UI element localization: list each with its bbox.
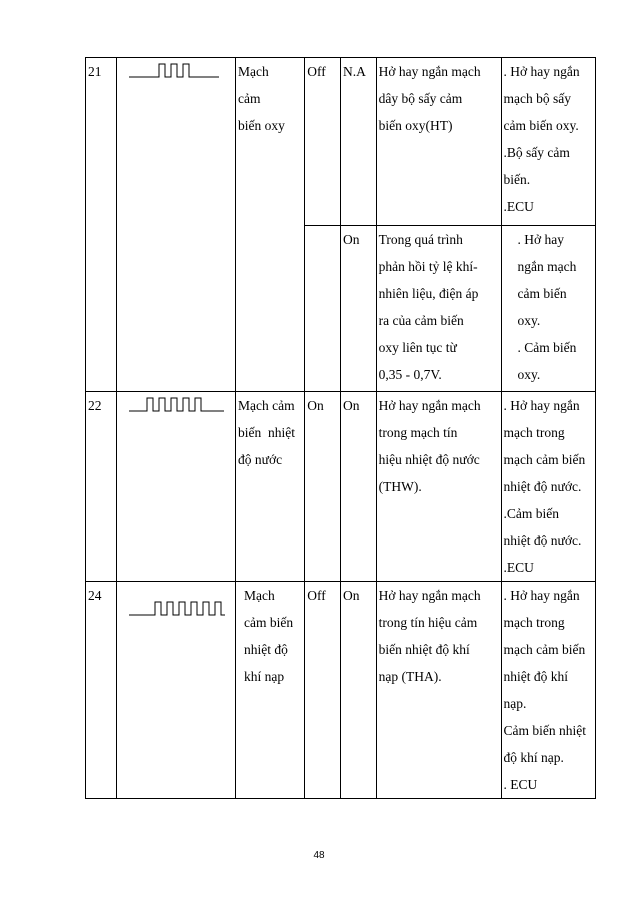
code-number: 21 xyxy=(86,58,117,392)
table-row xyxy=(86,58,596,226)
mode-status xyxy=(305,226,341,392)
table-row xyxy=(86,582,596,799)
detection-condition: Hở hay ngắn mạch trong mạch tín hiệu nhiệt độ nước (THW). xyxy=(376,392,501,582)
detection-condition: Trong quá trình phản hồi tỷ lệ khí- nhiên liệu, điện áp ra của cảm biến oxy liên tục từ 0,35 - 0,7V. xyxy=(376,226,501,392)
diagnostic-code-table xyxy=(85,57,596,799)
mode-status: Off xyxy=(305,582,341,799)
waveform-icon xyxy=(119,584,227,620)
detection-condition: Hở hay ngắn mạch dây bộ sấy cảm biến oxy(HT) xyxy=(376,58,501,226)
waveform-icon xyxy=(119,58,227,80)
trouble-area: . Hở hay ngắn mạch bộ sấy cảm biến oxy. .Bộ sấy cảm biến. .ECU xyxy=(501,58,595,226)
mil-status: On xyxy=(340,392,376,582)
page-number: 48 xyxy=(313,850,325,861)
circuit-name: Mạch cảm biến nhiệt độ khí nạp xyxy=(236,582,305,799)
mil-status: On xyxy=(340,226,376,392)
circuit-name: Mạch cảm biến nhiệt độ nước xyxy=(236,392,305,582)
mil-status: N.A xyxy=(340,58,376,226)
waveform-cell xyxy=(117,392,236,582)
mil-status: On xyxy=(340,582,376,799)
mode-status: Off xyxy=(305,58,341,226)
waveform-cell xyxy=(117,58,236,392)
detection-condition: Hở hay ngắn mạch trong tín hiệu cảm biến nhiệt độ khí nạp (THA). xyxy=(376,582,501,799)
mode-status: On xyxy=(305,392,341,582)
trouble-area: . Hở hay ngắn mạch trong mạch cảm biến nhiệt độ khí nạp. Cảm biến nhiệt độ khí nạp. . ECU xyxy=(501,582,595,799)
trouble-area: . Hở hay ngắn mạch cảm biến oxy. . Cảm biến oxy. xyxy=(501,226,595,392)
code-number: 22 xyxy=(86,392,117,582)
waveform-cell xyxy=(117,582,236,799)
circuit-name: Mạch cảm biến oxy xyxy=(236,58,305,392)
table-row xyxy=(86,392,596,582)
code-number: 24 xyxy=(86,582,117,799)
trouble-area: . Hở hay ngắn mạch trong mạch cảm biến nhiệt độ nước. .Cảm biến nhiệt độ nước. .ECU xyxy=(501,392,595,582)
waveform-icon xyxy=(119,392,227,414)
